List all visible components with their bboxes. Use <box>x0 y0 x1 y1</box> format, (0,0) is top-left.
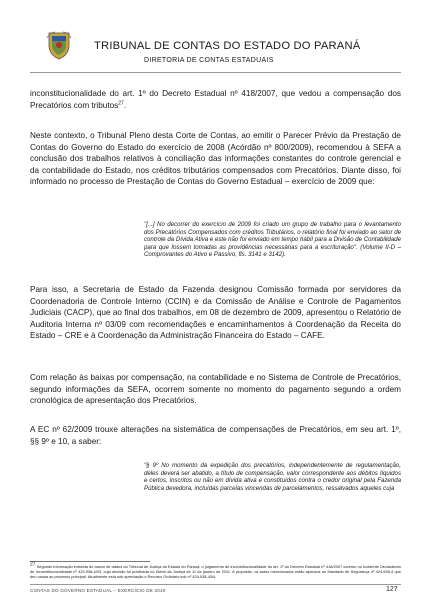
paragraph-1: inconstitucionalidade do art. 1º do Decreto Estadual nº 418/2007, que vedou a compensação dos Precatórios com tributos$^{27}$. <box>30 89 401 110</box>
institution-title: TRIBUNAL DE CONTAS DO ESTADO DO PARANÁ <box>94 40 361 52</box>
block-quote-2: "§ 9º No momento da expedição dos precatórios, independentemente de regulamentação, deles deverá ser abatido, a título de compensação, valor correspondente aos débitos líquidos e certos, inscritos ou não em dívida ativa e constituídos contra o credor original pela Fazenda Pública devedora, incluídas parcelas vincendas de parcelamentos, ressalvados aqueles cuja <box>144 462 401 492</box>
page-number: 127 <box>386 586 398 593</box>
footnote-number: 27 <box>30 561 36 568</box>
footer-label: CONTAS DO GOVERNO ESTADUAL – EXERCÍCIO DE 2010 <box>30 588 166 593</box>
header-divider <box>30 72 401 73</box>
footnote-divider <box>30 561 150 562</box>
paragraph-2: Neste contexto, o Tribunal Pleno desta Corte de Contas, ao emitir o Parecer Prévio da Prestação de Contas do Governo do Estado do exercício de 2008 (Acórdão nº 800/2009), recomendou à SEFA a conclusão dos trabalhos relativos à conciliação das informações constantes do controle gerencial e da contabilidade do Estado, nos créditos tributários compensados com Precatórios. Diante disso, foi informado no processo de Prestação de Contas do Governo Estadual – exercício de 2009 que: <box>30 131 401 187</box>
paragraph-5: A EC nº 62/2009 trouxe alterações na sistemática de compensações de Precatórios, em seu art. 1º, §§ 9º e 10, a saber: <box>30 425 401 446</box>
department-subtitle: DIRETORIA DE CONTAS ESTADUAIS <box>144 57 274 64</box>
paragraph-4: Com relação às baixas por compensação, na contabilidade e no Sistema de Controle de Precatórios, segundo informações da SEFA, ocorrem somente no momento do pagamento segundo a ordem cronológica de apresentação dos Precatórios. <box>30 373 401 406</box>
footnote-reference[interactable]: 27 <box>118 99 124 106</box>
footnote: $^{27}$ Segundo informação extraída do banco de dados do Tribunal de Justiça do Estado do Paraná, o julgamento de inconstitucionalidade do art. 1º do Decreto Estadual nº 418/2007 ocorreu no Incidente Declaratório de Inconstitucionalidade nº 424.938-4/03, cuja decisão foi publicada no Diário da Justiça de 11 de janeiro de 2011. A propósito, os autos mencionados estão apensos ao Mandado de Segurança nº 424.938-4 que deu causa ao processo principal. Atualmente está sob apreciação o Recurso Ordinário sob nº 424.938-4/04. <box>30 561 401 580</box>
paragraph-3: Para isso, a Secretaria de Estado da Fazenda designou Comissão formada por servidores da Coordenadoria de Controle Interno (CCIN) e da Comissão de Análise e Controle de Pagamentos Judiciais (CACP), que ao final dos trabalhos, em 08 de dezembro de 2009, apresentou o Relatório de Auditoria Interna nº 03/09 com recomendações e encaminhamentos à Coordenação da Receita do Estado – CRE e à Coordenação da Administração Financeira do Estado – CAFE. <box>30 285 401 341</box>
block-quote-1: "[...] No decorrer do exercício de 2009 foi criado um grupo de trabalho para o levantamento dos Precatórios Compensados com créditos Tributários, o relatório final foi enviado ao setor de controle da Dívida Ativa e este não foi enviado em tempo hábil para a Divisão de Contabilidade para que fossem tomadas as providências necessárias para a escrituração". (Volume II-D – Comprovantes do Ativo e Passivo, fls. 3141 e 3142). <box>144 221 401 259</box>
footer-divider <box>30 584 401 585</box>
state-coat-of-arms-icon <box>46 30 72 60</box>
